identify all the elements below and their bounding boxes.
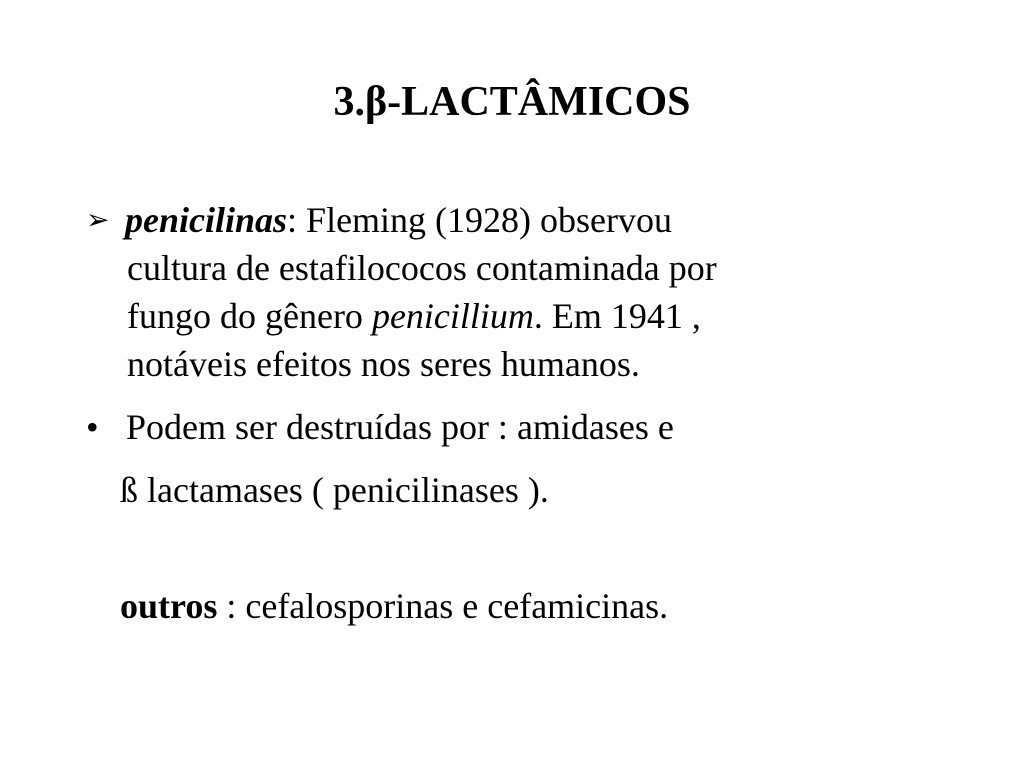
term-penicilinas: penicilinas	[125, 200, 288, 240]
bullet-destruidas-line-1: Podem ser destruídas por : amidases e	[126, 407, 674, 447]
paragraph-outros	[120, 582, 980, 630]
slide-title: 3.β-LACTÂMICOS	[333, 79, 691, 125]
bullet-penicilinas	[86, 196, 986, 388]
term-penicillium: penicillium	[371, 296, 534, 336]
bullet-line-2: cultura de estafilococos contaminada por	[127, 248, 717, 288]
dot-bullet-icon: •	[86, 407, 99, 447]
bullet-destruidas	[86, 403, 986, 451]
outros-rest: : cefalosporinas e cefamicinas.	[217, 586, 669, 626]
bullet-line-1	[125, 196, 986, 244]
line3-pre: fungo do gênero	[127, 296, 372, 336]
bullet-line-3	[125, 292, 986, 340]
bullet-line-4: notáveis efeitos nos seres humanos.	[127, 344, 640, 384]
term-outros: outros	[120, 586, 218, 626]
term-colon: :	[287, 200, 298, 240]
line1-rest: Fleming (1928) observou	[297, 200, 673, 240]
bullet-destruidas-line-2: ß lactamases ( penicilinases ).	[120, 470, 549, 510]
line3-post: . Em 1941 ,	[533, 296, 701, 336]
arrow-bullet-icon: ➢	[86, 203, 110, 236]
bullet-penicilinas-text	[125, 196, 986, 388]
